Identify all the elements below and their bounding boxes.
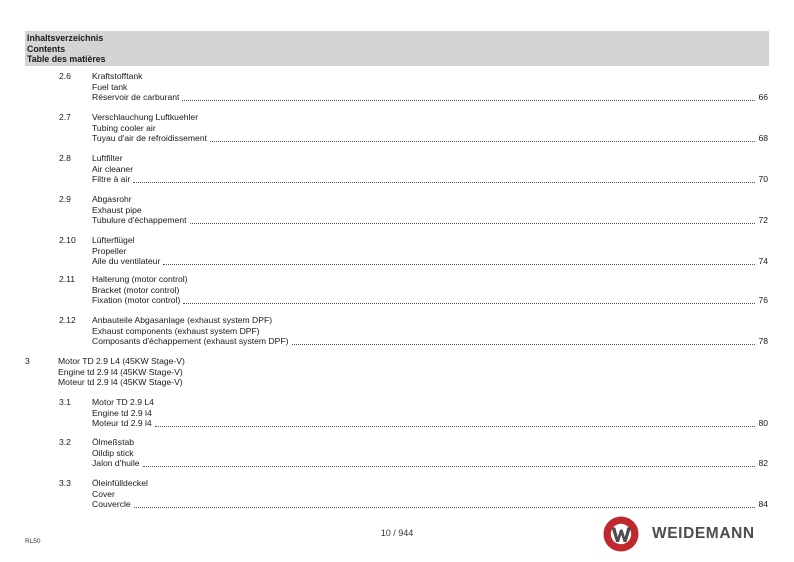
- entry-title-fr: Couvercle: [92, 499, 131, 509]
- weidemann-w-icon: [603, 516, 639, 552]
- dot-leader: [190, 222, 756, 224]
- dot-leader: [210, 140, 755, 142]
- entry-page: 70: [758, 174, 768, 184]
- entry-title-de: Ölmeßstab: [92, 437, 135, 447]
- chapter-number: 3: [25, 356, 30, 366]
- entry-title-en: Propeller: [92, 245, 127, 256]
- entry-title-fr-line: [92, 174, 768, 185]
- entry-title-fr: Filtre à air: [92, 174, 131, 184]
- dot-leader: [183, 302, 755, 304]
- entry-number: 2.10: [59, 235, 76, 245]
- entry-title-de: Kraftstofftank: [92, 71, 143, 81]
- entry-title-en: Oildip stick: [92, 447, 134, 458]
- entry-title-en: Fuel tank: [92, 81, 128, 92]
- entry-title-fr: Réservoir de carburant: [92, 92, 180, 102]
- entry-page: 80: [758, 418, 768, 428]
- entry-title-en: Bracket (motor control): [92, 284, 180, 295]
- entry-page: 82: [758, 458, 768, 468]
- entry-number: 2.12: [59, 315, 76, 325]
- dot-leader: [163, 263, 755, 265]
- dot-leader: [182, 99, 755, 101]
- entry-title-en: Cover: [92, 488, 115, 499]
- dot-leader: [292, 343, 756, 345]
- entry-title-de: Motor TD 2.9 L4: [92, 397, 154, 407]
- entry-number: 2.7: [59, 112, 71, 122]
- entry-number: 2.9: [59, 194, 71, 204]
- model-code: RL50: [25, 538, 41, 545]
- entry-title-fr: Tuyau d'air de refroidissement: [92, 133, 208, 143]
- header-title-en: Contents: [27, 43, 66, 54]
- entry-page: 76: [758, 295, 768, 305]
- entry-page: 68: [758, 133, 768, 143]
- header-title-de: Inhaltsverzeichnis: [27, 33, 104, 43]
- entry-title-fr: Aile du ventilateur: [92, 256, 161, 266]
- entry-number: 3.1: [59, 397, 71, 407]
- entry-title-de: Verschlauchung Luftkuehler: [92, 112, 199, 122]
- entry-title-en: Exhaust components (exhaust system DPF): [92, 325, 260, 336]
- chapter-title-en: Engine td 2.9 l4 (45KW Stage-V): [58, 366, 183, 377]
- entry-page: 74: [758, 256, 768, 266]
- entry-title-en: Air cleaner: [92, 163, 134, 174]
- entry-number: 2.11: [59, 274, 76, 284]
- page-number: 10 / 944: [380, 528, 414, 538]
- entry-number: 3.3: [59, 478, 71, 488]
- entry-title-fr: Moteur td 2.9 l4: [92, 418, 152, 428]
- entry-title-fr-line: [92, 499, 768, 510]
- entry-title-en: Engine td 2.9 l4: [92, 407, 152, 418]
- entry-title-de: Anbauteile Abgasanlage (exhaust system DPF): [92, 315, 273, 325]
- entry-title-en: Exhaust pipe: [92, 204, 142, 215]
- entry-title-fr: Fixation (motor control): [92, 295, 181, 305]
- header-title-fr: Table des matières: [27, 54, 106, 65]
- entry-title-fr: Jalon d'huile: [92, 458, 140, 468]
- entry-title-fr-line: [92, 133, 768, 144]
- entry-title-fr-line: [92, 256, 768, 267]
- entry-title-en: Tubing cooler air: [92, 122, 156, 133]
- entry-page: 84: [758, 499, 768, 509]
- brand-name: WEIDEMANN: [652, 525, 755, 542]
- entry-title-fr-line: [92, 295, 768, 306]
- entry-title-de: Öleinfülldeckel: [92, 478, 148, 488]
- entry-page: 78: [758, 336, 768, 346]
- entry-number: 2.6: [59, 71, 71, 81]
- entry-title-fr: Composants d'échappement (exhaust system DPF): [92, 336, 289, 346]
- entry-title-de: Halterung (motor control): [92, 274, 188, 284]
- dot-leader: [134, 506, 756, 508]
- entry-title-de: Luftfilter: [92, 153, 123, 163]
- entry-title-de: Abgasrohr: [92, 194, 132, 204]
- weidemann-logo: [603, 516, 773, 552]
- entry-title-fr-line: [92, 215, 768, 226]
- entry-title-fr-line: [92, 458, 768, 469]
- entry-title-fr-line: [92, 92, 768, 103]
- entry-title-de: Lüfterflügel: [92, 235, 135, 245]
- entry-title-fr: Tubulure d'échappement: [92, 215, 187, 225]
- dot-leader: [133, 181, 755, 183]
- entry-number: 3.2: [59, 437, 71, 447]
- entry-page: 66: [758, 92, 768, 102]
- dot-leader: [143, 465, 756, 467]
- chapter-title-de: Motor TD 2.9 L4 (45KW Stage-V): [58, 356, 185, 366]
- dot-leader: [155, 425, 756, 427]
- entry-title-fr-line: [92, 418, 768, 429]
- chapter-title-fr: Moteur td 2.9 l4 (45KW Stage-V): [58, 377, 183, 387]
- entry-title-fr-line: [92, 336, 768, 347]
- entry-number: 2.8: [59, 153, 71, 163]
- entry-page: 72: [758, 215, 768, 225]
